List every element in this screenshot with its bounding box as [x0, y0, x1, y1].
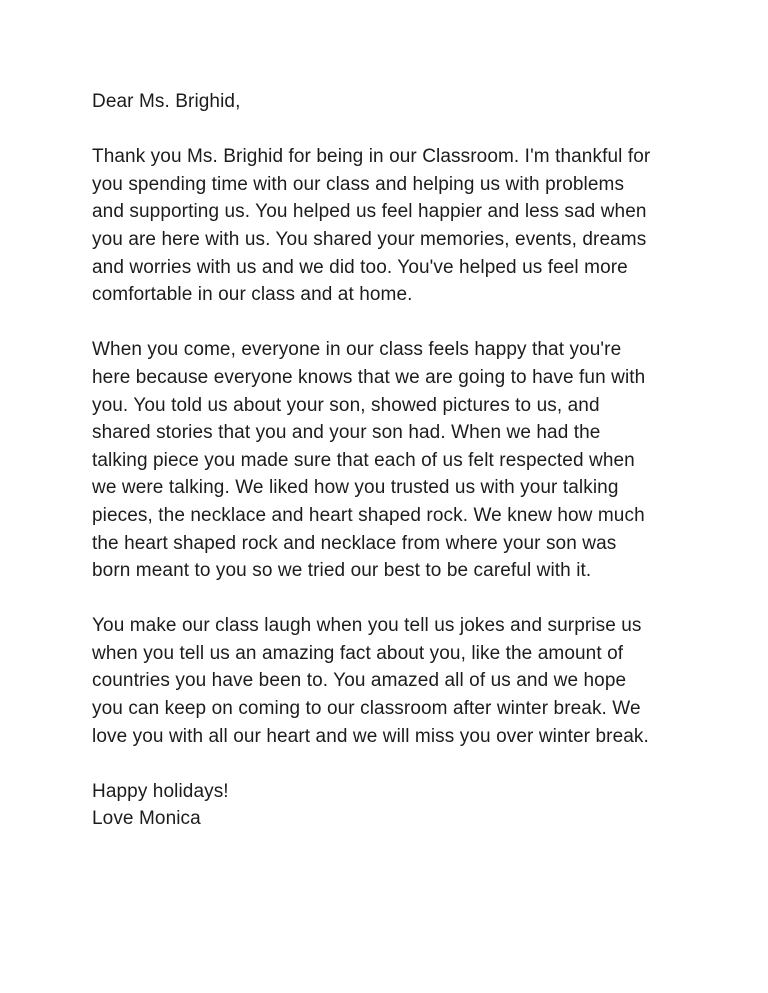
closing-block — [92, 778, 712, 833]
letter-line: you can keep on coming to our classroom after winter break. We — [92, 698, 641, 720]
letter-line: shared stories that you and your son had. When we had the — [92, 422, 601, 444]
letter-line: and supporting us. You helped us feel happier and less sad when — [92, 201, 647, 223]
letter-line: comfortable in our class and at home. — [92, 284, 413, 306]
letter-line: love you with all our heart and we will miss you over winter break. — [92, 725, 649, 747]
letter-line: and worries with us and we did too. You've helped us feel more — [92, 256, 628, 278]
paragraph-2 — [92, 336, 712, 584]
signature: Love Monica — [92, 808, 201, 830]
letter-body — [92, 88, 712, 833]
letter-line: we were talking. We liked how you trusted us with your talking — [92, 477, 619, 499]
letter-line: you are here with us. You shared your memories, events, dreams — [92, 228, 647, 250]
letter-line: born meant to you so we tried our best to be careful with it. — [92, 560, 592, 582]
letter-line: here because everyone knows that we are going to have fun with — [92, 366, 646, 388]
letter-line: when you tell us an amazing fact about you, like the amount of — [92, 642, 624, 664]
letter-line: You make our class laugh when you tell us jokes and surprise us — [92, 615, 642, 637]
letter-line: talking piece you made sure that each of us felt respected when — [92, 449, 635, 471]
paragraph-3 — [92, 612, 712, 750]
letter-line: the heart shaped rock and necklace from where your son was — [92, 532, 617, 554]
salutation-block — [92, 88, 712, 116]
letter-line: Thank you Ms. Brighid for being in our Classroom. I'm thankful for — [92, 146, 651, 168]
letter-line: pieces, the necklace and heart shaped rock. We knew how much — [92, 504, 645, 526]
closing-line: Happy holidays! — [92, 780, 229, 802]
letter-line: you. You told us about your son, showed pictures to us, and — [92, 394, 600, 416]
letter-line: countries you have been to. You amazed all of us and we hope — [92, 670, 627, 692]
salutation: Dear Ms. Brighid, — [92, 91, 241, 112]
letter-line: you spending time with our class and helping us with problems — [92, 173, 625, 195]
letter-line: When you come, everyone in our class feels happy that you're — [92, 339, 622, 361]
paragraph-1 — [92, 143, 712, 309]
